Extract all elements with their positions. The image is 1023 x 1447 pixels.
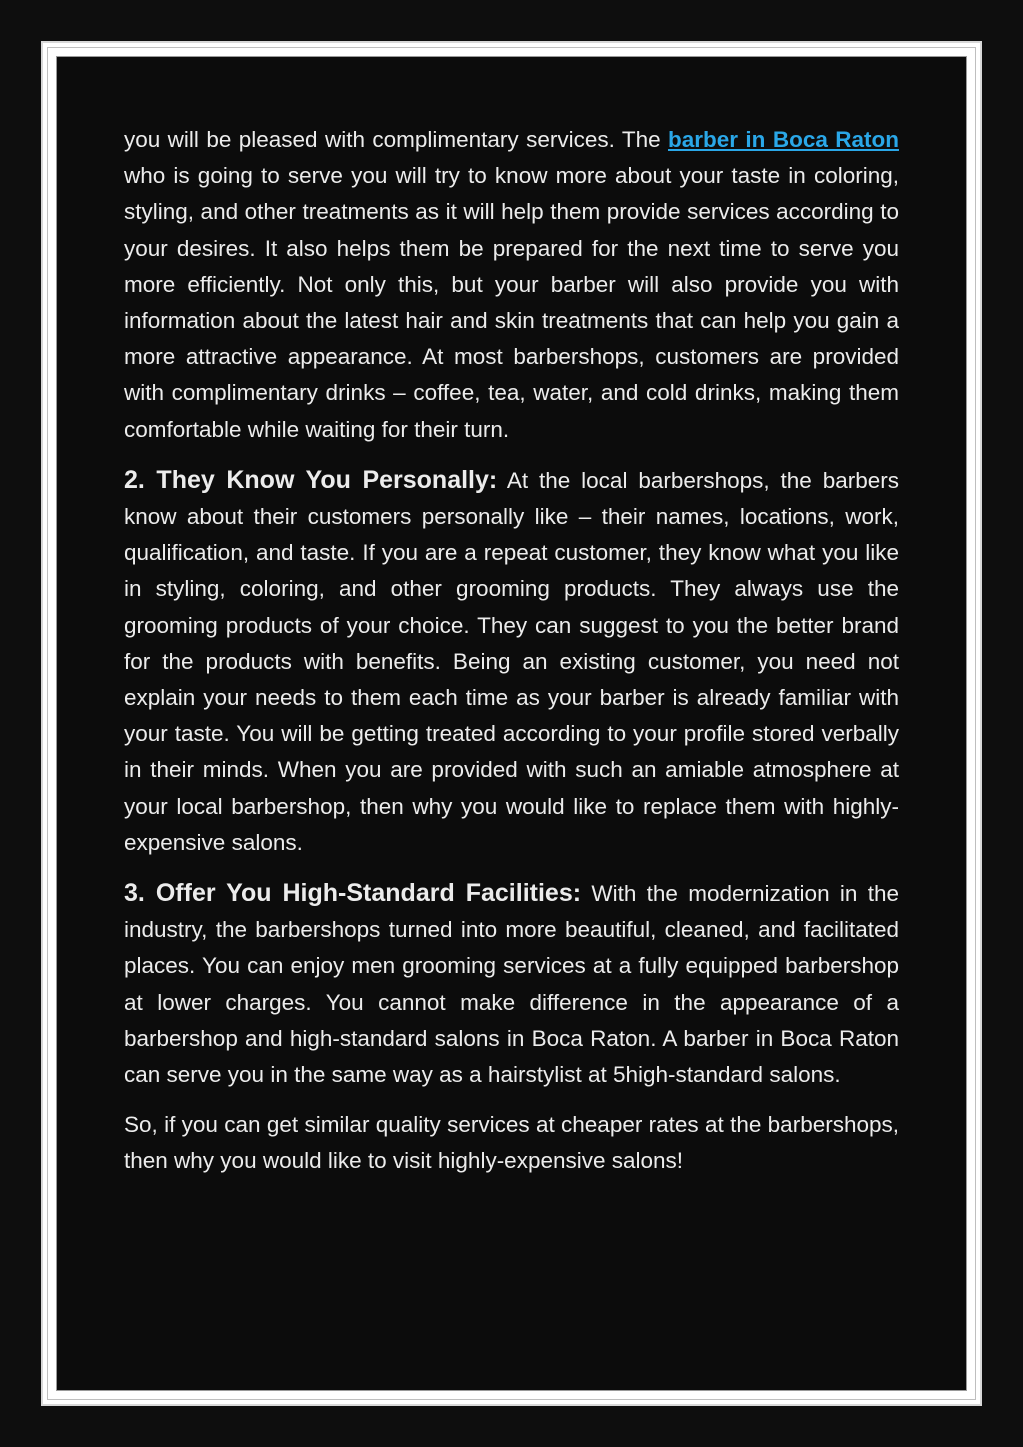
document-content <box>124 122 899 1194</box>
section-body-high-standard-facilities: With the modernization in the industry, the barbershops turned into more beautiful, cleaned, and facilitated places. You can enjoy men grooming services at a fully equipped barbershop at lower charges. You cannot make difference in the appearance of a barbershop and high-standard salons in Boca Raton. A barber in Boca Raton can serve you in the same way as a hairstylist at 5high-standard salons. <box>124 881 899 1088</box>
section-heading-high-standard-facilities: 3. Offer You High-Standard Facilities: <box>124 879 582 908</box>
intro-text-before-link: you will be pleased with complimentary services. The <box>124 127 668 152</box>
intro-paragraph <box>124 122 899 448</box>
barber-boca-raton-link[interactable]: barber in Boca Raton <box>668 127 899 152</box>
section-body-know-you-personally: At the local barbershops, the barbers know about their customers personally like – their names, locations, work, qualification, and taste. If you are a repeat customer, they know what you like in styling, coloring, and other grooming products. They always use the grooming products of your choice. They can suggest to you the better brand for the products with benefits. Being an existing customer, you need not explain your needs to them each time as your barber is already familiar with your taste. You will be getting treated according to your profile stored verbally in their minds. When you are provided with such an amiable atmosphere at your local barbershop, then why you would like to replace them with highly-expensive salons. <box>124 467 899 855</box>
intro-text-after-link: who is going to serve you will try to know more about your taste in coloring, styling, and other treatments as it will help them provide services according to your desires. It also helps them be prepared for the next time to serve you more efficiently. Not only this, but your barber will also provide you with information about the latest hair and skin treatments that can help you gain a more attractive appearance. At most barbershops, customers are provided with complimentary drinks – coffee, tea, water, and cold drinks, making them comfortable while waiting for their turn. <box>124 163 899 442</box>
section-heading-know-you-personally: 2. They Know You Personally: <box>124 465 498 494</box>
closing-paragraph: So, if you can get similar quality services at cheaper rates at the barbershops, then why you would like to visit highly-expensive salons! <box>124 1112 899 1174</box>
section-high-standard-facilities <box>124 875 899 1093</box>
section-know-you-personally <box>124 462 899 861</box>
